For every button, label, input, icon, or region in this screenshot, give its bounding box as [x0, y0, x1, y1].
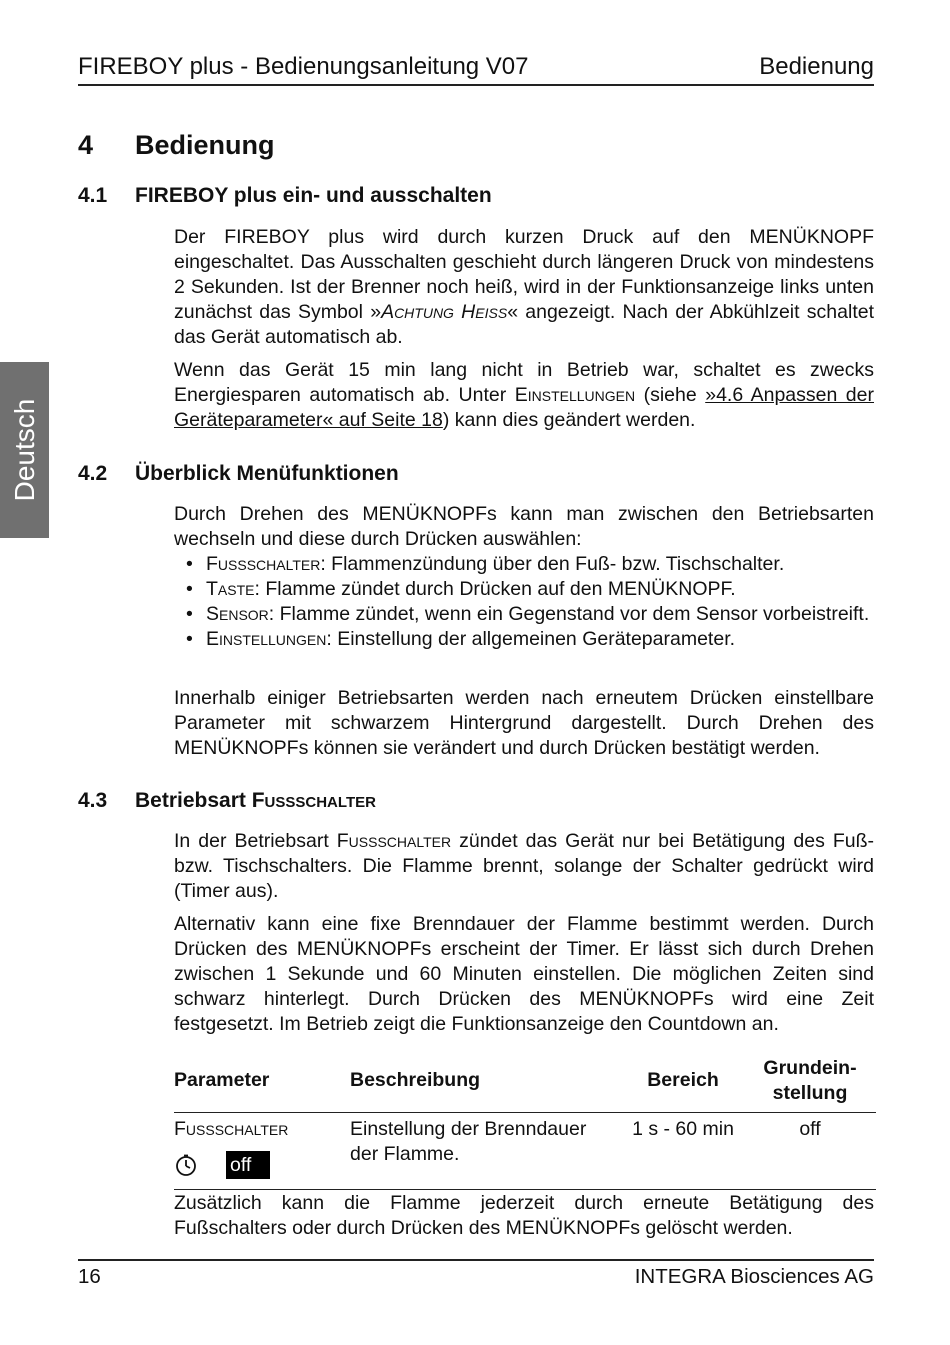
header-range: Bereich — [647, 1069, 719, 1091]
paragraph-timer: Alternativ kann eine fixe Brenndauer der Flamme bestimmt werden. Durch Drücken des MENÜKNOPFs erscheint der Timer. Er lässt sich durch Drehen zwischen 1 Sekunde und 60 Minuten einstellen. Die möglichen Zeiten sind schwarz hinterlegt. Durch Drücken des MENÜKNOPFs wird eine Zeit festgesetzt. Im Betrieb zeigt die Funktionsanzeige den Countdown an. — [174, 913, 874, 1035]
paragraph-menu-outro: Innerhalb einiger Betriebsarten werden nach erneutem Drücken einstellbare Parameter mit schwarzem Hintergrund dargestellt. Durch Drehen des MENÜKNOPFs können sie verändert und durch Drücken bestätigt werden. — [174, 687, 874, 759]
paragraph-text: In der Betriebsart — [174, 830, 337, 852]
paragraph-text: « angezeigt. Nach der Abkühlzeit schaltet das Gerät automatisch ab. — [174, 301, 874, 348]
chapter-number: 4 — [78, 130, 94, 160]
section-number: 4.2 — [78, 462, 108, 485]
section-title: Überblick Menüfunktionen — [135, 462, 399, 485]
language-tab — [0, 362, 49, 538]
timer-icon — [174, 1153, 198, 1177]
page-number: 16 — [78, 1265, 101, 1288]
page-footer — [78, 1259, 874, 1291]
parameter-name: Fussschalter — [174, 1118, 289, 1140]
table-row — [174, 1113, 876, 1190]
header-default-line2: stellung — [772, 1082, 848, 1104]
cell-description: Einstellung der Brenndauer der Flamme. — [350, 1118, 587, 1165]
section-title-mode: Fussschalter — [251, 789, 376, 812]
section-number: 4.3 — [78, 789, 108, 812]
language-tab-label: Deutsch — [8, 398, 40, 502]
section-heading-4-2 — [78, 460, 399, 488]
paragraph-extinguish: Zusätzlich kann die Flamme jederzeit durch erneute Betätigung des Fußschalters oder durch Drücken des MENÜKNOPFs gelöscht werden. — [174, 1192, 874, 1239]
paragraph-on-off — [174, 225, 874, 350]
section-heading-4-1 — [78, 182, 492, 210]
chapter-title: Bedienung — [135, 130, 275, 160]
paragraph-text: ) kann dies geändert werden. — [442, 409, 696, 431]
paragraph-auto-off — [174, 358, 874, 433]
header-section-name: Bedienung — [759, 53, 874, 80]
header-description: Beschreibung — [350, 1069, 481, 1091]
cell-range: 1 s - 60 min — [632, 1118, 734, 1140]
cell-parameter — [174, 1117, 344, 1183]
header-default — [746, 1056, 874, 1106]
list-item-text: : Flammenzündung über den Fuß- bzw. Tischschalter. — [320, 553, 785, 575]
page-header — [78, 52, 874, 86]
list-item — [174, 577, 874, 602]
mode-term: Taste — [206, 578, 255, 600]
table-header-row — [174, 1054, 876, 1113]
symbol-name: Achtung Heiss — [381, 301, 508, 323]
paragraph-text: (siehe — [635, 384, 706, 406]
paragraph-text: Wenn das Gerät 15 min lang nicht in Betrieb war, schaltet es zwecks Energiesparen automatisch ab. Unter — [174, 359, 874, 406]
paragraph-menu-intro: Durch Drehen des MENÜKNOPFs kann man zwischen den Betriebsarten wechseln und diese durch Drücken auswählen: — [174, 503, 874, 550]
paragraph-text: zündet das Gerät nur bei Betätigung des Fuß- bzw. Tischschalters. Die Flamme brennt, solange der Schalter gedrückt wird (Timer aus). — [174, 830, 874, 902]
chapter-heading — [78, 128, 275, 162]
parameter-table — [174, 1054, 876, 1190]
section-number: 4.1 — [78, 184, 108, 207]
mode-term: Fussschalter — [336, 830, 452, 852]
cross-reference-link[interactable]: »4.6 Anpassen der Geräteparameter« auf Seite 18 — [174, 384, 874, 431]
list-item — [174, 602, 874, 627]
company-name: INTEGRA Biosciences AG — [634, 1265, 874, 1288]
menu-function-list — [174, 552, 874, 652]
header-default-line1: Grundein- — [763, 1057, 857, 1079]
list-item-text: : Flamme zündet, wenn ein Gegenstand vor dem Sensor vorbeistreift. — [268, 603, 870, 625]
section-title: FIREBOY plus ein- und ausschalten — [135, 184, 492, 207]
list-item-text: : Einstellung der allgemeinen Geräteparameter. — [326, 628, 736, 650]
section-title: Betriebsart — [135, 789, 252, 812]
list-item-text: : Flamme zündet durch Drücken auf den MENÜKNOPF. — [254, 578, 736, 600]
list-item — [174, 627, 874, 652]
mode-term: Fussschalter — [206, 553, 321, 575]
menu-term: Einstellungen — [514, 384, 636, 406]
mode-term: Sensor — [206, 603, 269, 625]
cell-default: off — [799, 1118, 821, 1140]
document-title: FIREBOY plus - Bedienungsanleitung V07 — [78, 53, 529, 80]
header-parameter: Parameter — [174, 1069, 270, 1091]
paragraph-text: Der FIREBOY plus wird durch kurzen Druck auf den MENÜKNOPF eingeschaltet. Das Ausschalten geschieht durch längeren Druck von mindestens 2 Sekunden. Ist der Brenner noch heiß, wird in der Funktionsanzeige links unten zunächst das Symbol » — [174, 226, 874, 323]
section-heading-4-3 — [78, 787, 376, 815]
list-item — [174, 552, 874, 577]
paragraph-footswitch-mode — [174, 829, 874, 904]
mode-term: Einstellungen — [206, 628, 327, 650]
display-value-off: off — [226, 1151, 270, 1179]
